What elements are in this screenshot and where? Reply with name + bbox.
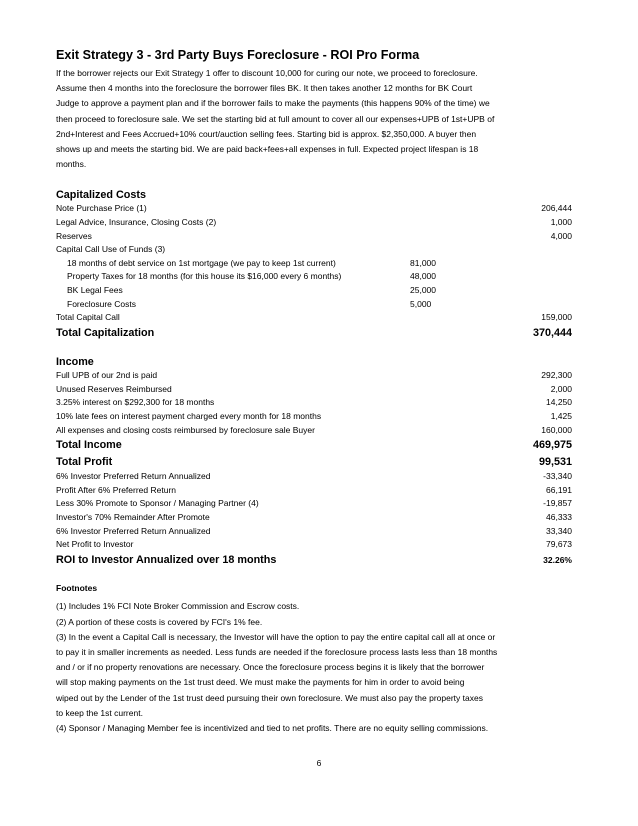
row-label: Unused Reserves Reimbursed — [56, 383, 172, 394]
row-label: BK Legal Fees — [67, 284, 123, 295]
intro-line: shows up and meets the starting bid. We are paid back+fees+all expenses in full. Expected project lifespan is 18 — [56, 144, 479, 155]
bk-legal-fees-row — [56, 284, 572, 298]
row-subvalue: 48,000 — [410, 271, 436, 282]
row-label: Note Purchase Price (1) — [56, 203, 147, 214]
row-label: Investor's 70% Remainder After Promote — [56, 512, 210, 523]
total-income-row — [56, 437, 572, 454]
row-subvalue: 25,000 — [410, 284, 436, 295]
row-label: Reserves — [56, 230, 92, 241]
intro-line: 2nd+Interest and Fees Accrued+10% court/auction selling fees. Starting bid is approx. $2,350,000. A buyer then — [56, 128, 477, 139]
row-value: 66,191 — [546, 484, 572, 495]
row-label: Legal Advice, Insurance, Closing Costs (2) — [56, 217, 217, 228]
footnote-line: to keep the 1st current. — [56, 707, 143, 718]
footnote-line: to pay it in smaller increments as needed. Less funds are needed if the foreclosure process lasts less than 18 months — [56, 646, 498, 657]
row-subvalue: 81,000 — [410, 257, 436, 268]
row-value: 14,250 — [546, 397, 572, 408]
row-value: -33,340 — [543, 471, 572, 482]
row-value: -19,857 — [543, 498, 572, 509]
footnote-line: (4) Sponsor / Managing Member fee is incentivized and tied to net profits. There are no equity selling commissions. — [56, 722, 489, 733]
total-profit-row — [56, 454, 572, 471]
intro-line: If the borrower rejects our Exit Strategy 1 offer to discount 10,000 for curing our note, we proceed to foreclosure. — [56, 68, 478, 78]
profit-after-preferred-row — [56, 484, 572, 498]
full-upb-row — [56, 369, 572, 383]
total-capitalization-row — [56, 325, 572, 342]
preferred-return-add-row — [56, 525, 572, 539]
promote-row — [56, 497, 572, 511]
row-label: Net Profit to Investor — [56, 539, 134, 550]
row-value: 292,300 — [541, 370, 572, 381]
row-value: 469,975 — [532, 439, 572, 452]
row-value: 32.26% — [543, 554, 572, 565]
interest-row — [56, 396, 572, 410]
late-fees-row — [56, 410, 572, 424]
footnote-line: and / or if no property renovations are necessary. Once the foreclosure process begins it is likely that the borrower — [56, 662, 485, 673]
footnotes-list — [56, 599, 572, 736]
document-page — [56, 48, 572, 736]
row-value: 46,333 — [546, 512, 572, 523]
row-label: Less 30% Promote to Sponsor / Managing Partner (4) — [56, 498, 259, 509]
row-label: 10% late fees on interest payment charged every month for 18 months — [56, 411, 322, 422]
footnote-line: (1) Includes 1% FCI Note Broker Commission and Escrow costs. — [56, 601, 300, 612]
total-capital-call-row — [56, 311, 572, 325]
row-value: 160,000 — [541, 424, 572, 435]
row-label: Profit After 6% Preferred Return — [56, 484, 176, 495]
note-purchase-row — [56, 202, 572, 216]
net-profit-row — [56, 538, 572, 552]
row-label: Full UPB of our 2nd is paid — [56, 370, 158, 381]
intro-line: months. — [56, 159, 87, 170]
foreclosure-costs-row — [56, 298, 572, 312]
row-value: 33,340 — [546, 525, 572, 536]
row-subvalue: 5,000 — [410, 298, 432, 309]
row-label: 6% Investor Preferred Return Annualized — [56, 525, 211, 536]
row-label: Total Profit — [56, 455, 113, 468]
row-label: Property Taxes for 18 months (for this house its $16,000 every 6 months) — [67, 271, 342, 282]
row-label: 18 months of debt service on 1st mortgage (we pay to keep 1st current) — [67, 257, 336, 268]
income-heading: Income — [56, 356, 94, 369]
footnote-line: (2) A portion of these costs is covered by FCI's 1% fee. — [56, 616, 263, 627]
row-label: Total Capitalization — [56, 326, 155, 339]
row-value: 1,000 — [550, 217, 572, 228]
footnote-line: will stop making payments on the 1st trust deed. We must make the payments for him in order to avoid being — [56, 677, 465, 688]
intro-line: Assume then 4 months into the foreclosure the borrower files BK. It then takes another 12 months for BK Court — [56, 83, 473, 94]
page-title: Exit Strategy 3 - 3rd Party Buys Foreclosure - ROI Pro Forma — [56, 48, 420, 62]
capital-call-heading-row — [56, 243, 572, 257]
debt-service-row — [56, 257, 572, 271]
row-label: Total Income — [56, 439, 122, 452]
investor-remainder-row — [56, 511, 572, 525]
intro-paragraph — [56, 66, 572, 172]
intro-line: then proceed to foreclosure sale. We set the starting bid at full amount to cover all our expenses+UPB of 1st+UPB of — [56, 113, 495, 124]
unused-reserves-row — [56, 383, 572, 397]
capitalized-costs-heading: Capitalized Costs — [56, 189, 146, 202]
row-value: 159,000 — [541, 312, 572, 323]
row-label: All expenses and closing costs reimbursed by foreclosure sale Buyer — [56, 424, 315, 435]
reserves-row — [56, 230, 572, 244]
row-value: 79,673 — [546, 539, 572, 550]
intro-line: Judge to approve a payment plan and if the borrower fails to make the payments (this happens 90% of the time) we — [56, 98, 490, 109]
preferred-return-row — [56, 470, 572, 484]
row-value: 2,000 — [550, 383, 572, 394]
row-value: 4,000 — [550, 230, 572, 241]
row-label: Total Capital Call — [56, 312, 120, 323]
row-label: ROI to Investor Annualized over 18 months — [56, 553, 277, 566]
footnote-line: wiped out by the Lender of the 1st trust deed pursuing their own foreclosure. We must also pay the property taxes — [56, 692, 483, 703]
row-label: Foreclosure Costs — [67, 298, 136, 309]
roi-row — [56, 552, 572, 569]
row-value: 99,531 — [538, 455, 572, 468]
footnotes-heading: Footnotes — [56, 583, 98, 594]
property-taxes-row — [56, 270, 572, 284]
row-value: 370,444 — [532, 326, 572, 339]
row-value: 1,425 — [550, 411, 572, 422]
legal-costs-row — [56, 216, 572, 230]
row-label: Capital Call Use of Funds (3) — [56, 244, 166, 255]
footnote-line: (3) In the event a Capital Call is necessary, the Investor will have the option to pay the entire capital call all at once or — [56, 631, 496, 642]
page-number: 6 — [316, 758, 322, 768]
row-label: 6% Investor Preferred Return Annualized — [56, 471, 211, 482]
expenses-reimbursed-row — [56, 424, 572, 438]
row-label: 3.25% interest on $292,300 for 18 months — [56, 397, 215, 408]
row-value: 206,444 — [541, 203, 572, 214]
